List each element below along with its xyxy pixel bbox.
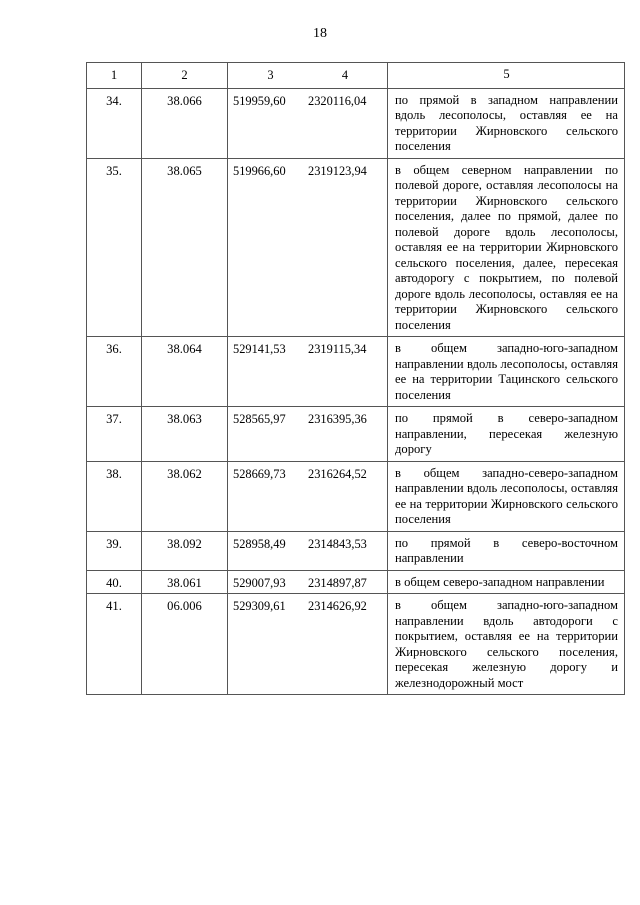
point-code: 38.062 [142,461,228,531]
table-row [87,594,625,695]
point-code: 38.061 [142,570,228,594]
coordinate-x: 528958,49 [233,536,286,551]
boundary-description: в общем западно-юго-западном направлении вдоль лесополосы, оставляя ее на территории Тацинского сельского поселения [388,337,625,407]
table-row [87,337,625,407]
table-row [87,531,625,570]
coordinate-y: 2319123,94 [308,163,367,178]
column-header: 2 [142,63,228,89]
point-code: 38.092 [142,531,228,570]
coordinate-x: 529309,61 [233,599,286,613]
coordinate-y: 2316264,52 [308,466,367,481]
row-number: 39. [87,531,142,570]
boundary-coordinates-table [86,62,625,695]
coordinate-x: 519966,60 [233,163,286,178]
row-number: 35. [87,158,142,337]
point-code: 38.064 [142,337,228,407]
row-number: 41. [87,594,142,695]
point-code: 38.065 [142,158,228,337]
coordinates-cell [228,88,388,158]
table-row [87,461,625,531]
row-number: 37. [87,407,142,462]
point-code: 38.066 [142,88,228,158]
row-number: 40. [87,570,142,594]
table-row [87,88,625,158]
coordinate-x: 528565,97 [233,412,286,426]
point-code: 06.006 [142,594,228,695]
boundary-description: в общем западно-северо-западном направлении вдоль лесополосы, оставляя ее на территории Жирновского сельского поселения [388,461,625,531]
point-code: 38.063 [142,407,228,462]
table-row [87,570,625,594]
row-number: 36. [87,337,142,407]
coordinate-y: 2314626,92 [308,599,367,613]
table-row [87,158,625,337]
column-header: 4 [341,68,349,82]
coordinates-cell [228,531,388,570]
row-number: 38. [87,461,142,531]
boundary-description: в общем западно-юго-западном направлении вдоль автодороги с покрытием, оставляя ее на территории Жирновского сельского поселения, пересекая железную дорогу и железнодорожный мост [388,594,625,695]
column-header-pair [228,63,388,89]
boundary-description: в общем северо-западном направлении [388,570,625,594]
coordinates-cell [228,570,388,594]
coordinate-y: 2314897,87 [308,575,367,590]
boundary-description: по прямой в западном направлении вдоль лесополосы, оставляя ее на территории Жирновского сельского поселения [388,88,625,158]
coordinate-y: 2319115,34 [308,342,367,356]
coordinates-cell [228,461,388,531]
column-header: 5 [388,63,625,89]
coordinate-x: 529141,53 [233,342,286,356]
boundary-description: по прямой в северо-восточном направлении [388,531,625,570]
page-number: 18 [313,26,327,41]
boundary-description: по прямой в северо-западном направлении, пересекая железную дорогу [388,407,625,462]
coordinates-cell [228,594,388,695]
coordinate-y: 2314843,53 [308,536,367,551]
boundary-description: в общем северном направлении по полевой дороге, оставляя лесополосы на территории Жирновского сельского поселения, далее по прямой, далее по полевой дороге вдоль лесополосы, оставляя ее на территории Жирновского сельского поселения, далее, пересекая автодорогу с покрытием, по полевой дороге вдоль лесополосы, оставляя ее на территории Жирновского сельского поселения [388,158,625,337]
coordinates-cell [228,337,388,407]
table-header-row [87,63,625,89]
column-header: 3 [267,68,274,82]
column-header: 1 [87,63,142,89]
row-number: 34. [87,88,142,158]
coordinate-y: 2316395,36 [308,412,367,426]
coordinates-cell [228,407,388,462]
table-row [87,407,625,462]
coordinates-cell [228,158,388,337]
coordinate-x: 519959,60 [233,93,286,108]
coordinate-x: 528669,73 [233,466,286,481]
coordinate-y: 2320116,04 [308,93,367,108]
coordinate-x: 529007,93 [233,575,286,590]
